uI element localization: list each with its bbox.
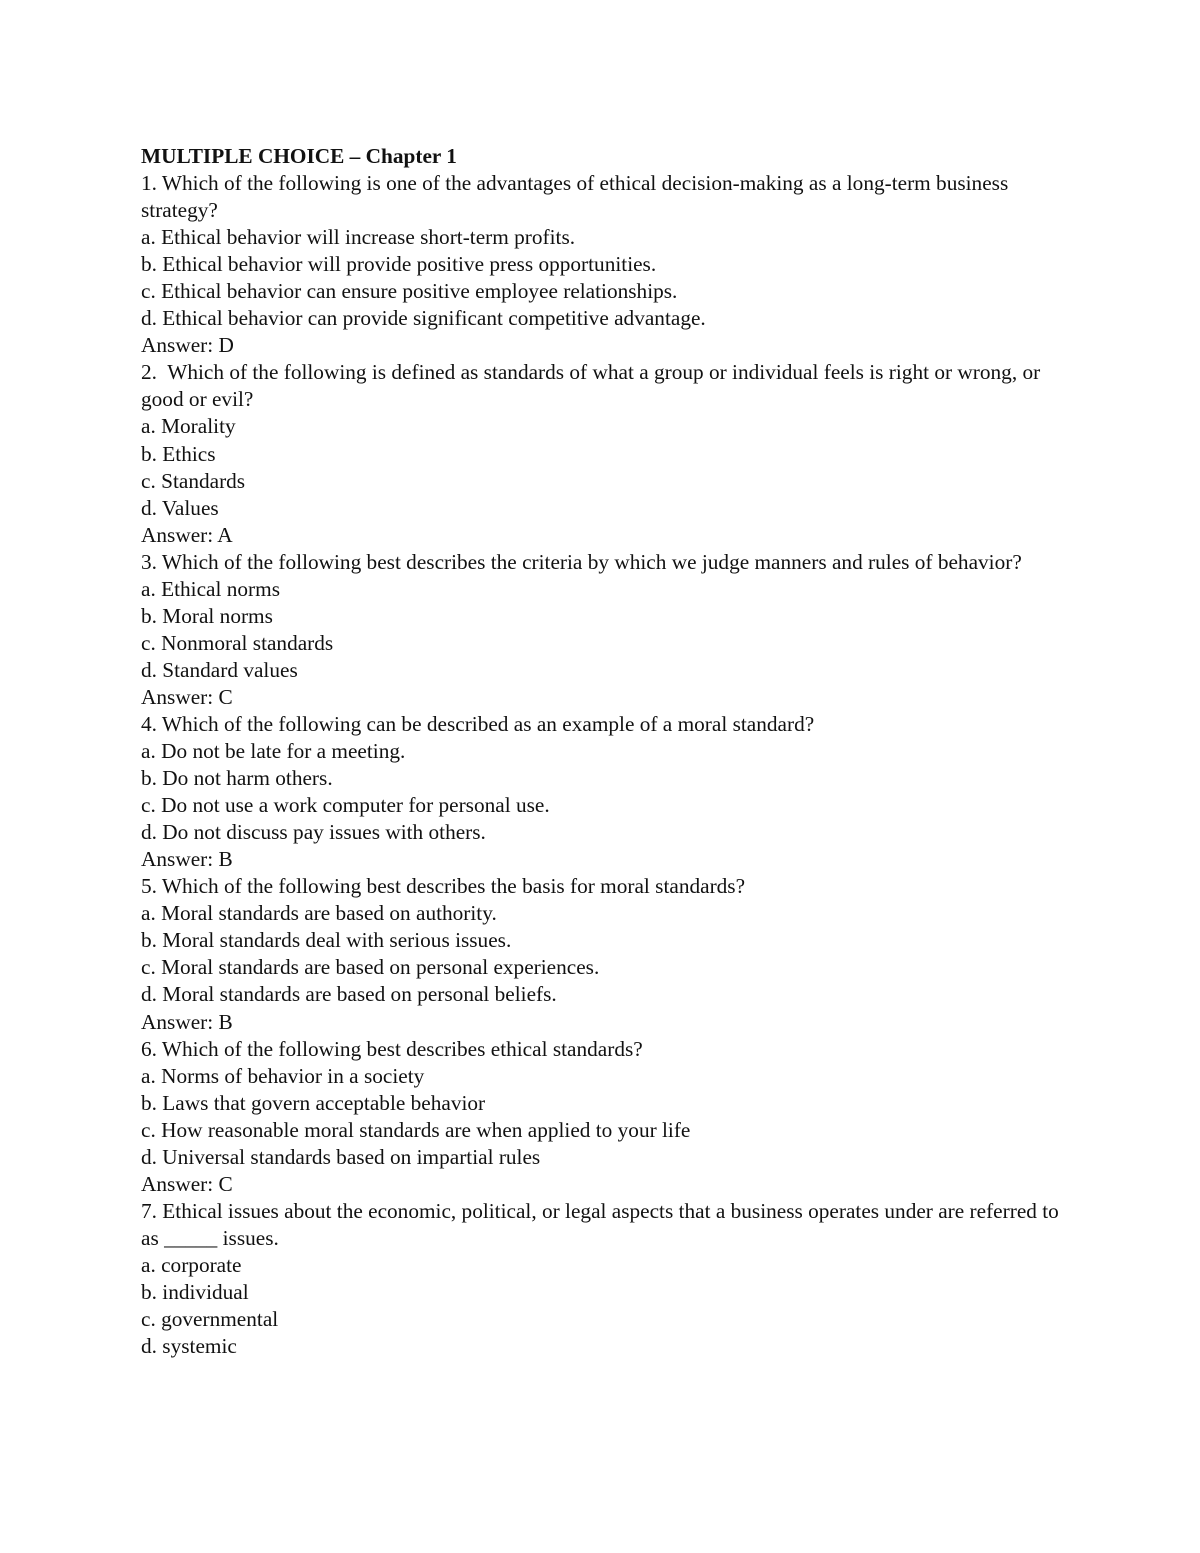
question-block-7 xyxy=(141,1198,1065,1360)
question-7-option-c: c. governmental xyxy=(141,1307,279,1332)
question-1-option-b: b. Ethical behavior will provide positive press opportunities. xyxy=(141,252,657,277)
question-1-answer: Answer: D xyxy=(141,333,234,358)
question-block-3 xyxy=(141,549,1061,711)
question-3-option-b: b. Moral norms xyxy=(141,603,273,628)
question-1-option-c: c. Ethical behavior can ensure positive employee relationships. xyxy=(141,279,678,304)
question-5-answer: Answer: B xyxy=(141,1009,233,1034)
question-5-option-c: c. Moral standards are based on personal experiences. xyxy=(141,955,600,980)
question-4-option-b: b. Do not harm others. xyxy=(141,766,333,791)
question-4-option-d: d. Do not discuss pay issues with others. xyxy=(141,820,486,845)
question-1-option-a: a. Ethical behavior will increase short-term profits. xyxy=(141,225,576,250)
question-6-option-c: c. How reasonable moral standards are when applied to your life xyxy=(141,1117,691,1142)
question-4-answer: Answer: B xyxy=(141,847,233,872)
question-6-answer: Answer: C xyxy=(141,1171,233,1196)
question-3-option-d: d. Standard values xyxy=(141,657,298,682)
question-7-option-d: d. systemic xyxy=(141,1334,237,1359)
question-5-option-d: d. Moral standards are based on personal beliefs. xyxy=(141,982,557,1007)
question-2-prompt: 2. Which of the following is defined as standards of what a group or individual feels is right or wrong, or good or evil? xyxy=(141,360,1046,412)
question-3-answer: Answer: C xyxy=(141,684,233,709)
question-2-option-b: b. Ethics xyxy=(141,441,216,466)
question-7-option-b: b. individual xyxy=(141,1279,249,1304)
question-7-option-a: a. corporate xyxy=(141,1252,242,1277)
document-title: MULTIPLE CHOICE – Chapter 1 xyxy=(141,144,457,168)
question-block-2 xyxy=(141,359,1061,548)
question-4-option-a: a. Do not be late for a meeting. xyxy=(141,739,406,764)
question-3-prompt: 3. Which of the following best describes the criteria by which we judge manners and rules of behavior? xyxy=(141,549,1022,574)
question-6-option-b: b. Laws that govern acceptable behavior xyxy=(141,1090,486,1115)
question-block-1 xyxy=(141,170,1061,359)
question-2-option-d: d. Values xyxy=(141,495,219,520)
question-block-5 xyxy=(141,873,1061,1035)
question-5-option-a: a. Moral standards are based on authority. xyxy=(141,901,497,926)
question-1-prompt: 1. Which of the following is one of the advantages of ethical decision-making as a long-term business strategy? xyxy=(141,171,1014,223)
question-6-option-d: d. Universal standards based on impartial rules xyxy=(141,1144,541,1169)
question-1-option-d: d. Ethical behavior can provide significant competitive advantage. xyxy=(141,306,706,331)
document-page xyxy=(141,143,1065,1360)
question-5-prompt: 5. Which of the following best describes the basis for moral standards? xyxy=(141,874,746,899)
question-5-option-b: b. Moral standards deal with serious issues. xyxy=(141,928,512,953)
question-3-option-a: a. Ethical norms xyxy=(141,576,280,601)
question-3-option-c: c. Nonmoral standards xyxy=(141,630,334,655)
question-4-prompt: 4. Which of the following can be described as an example of a moral standard? xyxy=(141,711,815,736)
question-block-4 xyxy=(141,711,1061,873)
question-block-6 xyxy=(141,1036,1061,1198)
question-4-option-c: c. Do not use a work computer for personal use. xyxy=(141,793,550,818)
question-2-option-c: c. Standards xyxy=(141,468,246,493)
question-2-option-a: a. Morality xyxy=(141,414,236,439)
question-2-answer: Answer: A xyxy=(141,522,233,547)
question-6-option-a: a. Norms of behavior in a society xyxy=(141,1063,425,1088)
question-7-prompt: 7. Ethical issues about the economic, political, or legal aspects that a business operates under are referred to as _____ issues. xyxy=(141,1198,1065,1250)
question-6-prompt: 6. Which of the following best describes ethical standards? xyxy=(141,1036,643,1061)
